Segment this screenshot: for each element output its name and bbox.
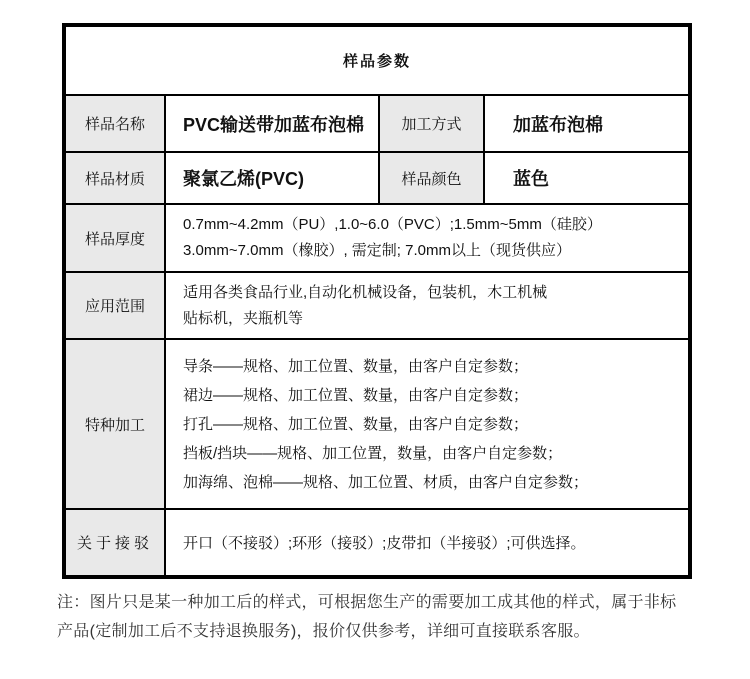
footer-note-line: 注：图片只是某一种加工后的样式，可根据您生产的需要加工成其他的样式，属于非标 [57,594,677,611]
about-splicing-value: 开口（不接驳）;环形（接驳）;皮带扣（半接驳）;可供选择。 [165,509,690,577]
sample-name-label: 样品名称 [64,95,165,152]
thickness-line: 0.7mm~4.2mm（PU）,1.0~6.0（PVC）;1.5mm~5mm（硅胶） [183,216,602,233]
sample-name-value: PVC输送带加蓝布泡棉 [165,95,379,152]
thickness-line: 3.0mm~7.0mm（橡胶）, 需定制; 7.0mm以上（现货供应） [183,242,571,259]
table-row [64,272,690,339]
table-row [64,509,690,577]
processing-method-label: 加工方式 [379,95,484,152]
special-processing-line: 加海绵、泡棉——规格、加工位置、材质，由客户自定参数； [183,473,589,491]
sample-color-label: 样品颜色 [379,152,484,204]
table-row [64,339,690,509]
table-row [64,95,690,152]
processing-method-value: 加蓝布泡棉 [484,95,690,152]
footer-note [57,588,717,646]
table-row [64,152,690,204]
special-processing-label: 特种加工 [64,339,165,509]
application-line: 适用各类食品行业,自动化机械设备，包装机，木工机械 [183,283,548,301]
table-title: 样品参数 [64,25,690,95]
special-processing-line: 导条——规格、加工位置、数量，由客户自定参数； [183,357,529,375]
application-scope-value [165,272,690,339]
about-splicing-label: 关于接驳 [64,509,165,577]
application-line: 贴标机，夹瓶机等 [183,309,304,327]
special-processing-line: 挡板/挡块——规格、加工位置，数量，由客户自定参数； [183,444,563,462]
sample-parameters-table [62,23,692,579]
sample-material-value: 聚氯乙烯(PVC) [165,152,379,204]
sample-color-value: 蓝色 [484,152,690,204]
sample-material-label: 样品材质 [64,152,165,204]
table-row [64,204,690,272]
special-processing-line: 裙边——规格、加工位置、数量，由客户自定参数； [183,386,529,404]
application-scope-label: 应用范围 [64,272,165,339]
sample-thickness-label: 样品厚度 [64,204,165,272]
footer-note-line: 产品(定制加工后不支持退换服务)，报价仅供参考，详细可直接联系客服。 [57,623,590,640]
special-processing-line: 打孔——规格、加工位置、数量，由客户自定参数； [183,415,529,433]
special-processing-value [165,339,690,509]
title-row [64,25,690,95]
sample-thickness-value [165,204,690,272]
